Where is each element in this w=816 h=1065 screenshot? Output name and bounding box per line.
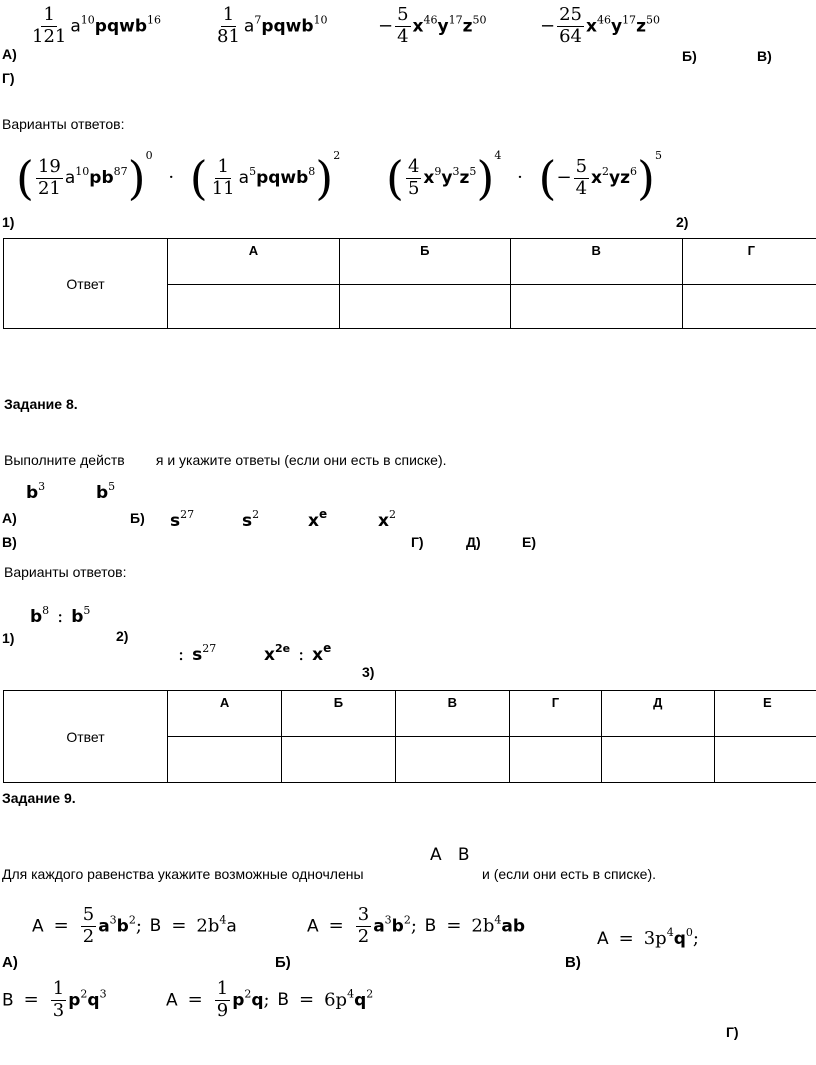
task8-variant-2-expr: : $s^{27}$ — [178, 642, 217, 665]
task8-label-a: А) — [2, 510, 17, 526]
task8-opt-s2: $s^2$ — [242, 508, 260, 531]
variant-2-expr: ( $\frac{4}{5}$ $x^9y^3z^5)^4$ · (− $\frac{5}{4}$ $x^2yz^6)^5$ — [386, 149, 662, 205]
answer8-header-b: Б — [282, 691, 396, 737]
option-b-expr: $\frac{1}{81}$ $a^7pqwb^{10}$ — [217, 4, 328, 47]
answer-header-d: Г — [682, 239, 816, 285]
task8-opt-x2: $x^2$ — [378, 508, 396, 531]
answer-cell-c[interactable] — [510, 285, 682, 329]
task9-eq-b: A = $\frac{3}{2}$ $a^3b^2$; $B = 2b^4ab$ — [307, 904, 526, 947]
answer-cell-d[interactable] — [682, 285, 816, 329]
task8-label-c: В) — [2, 534, 17, 550]
answer8-cell-c[interactable] — [395, 737, 509, 783]
variant-label-2: 2) — [676, 214, 689, 230]
variant-1-expr: ( $\frac{19}{21}$ $a^{10}pb^{87})^0$ · ( $\frac{1}{11}$ $a^5pqwb^8)^2$ — [16, 149, 341, 205]
answer8-cell-f[interactable] — [714, 737, 816, 783]
answer-header-c: В — [510, 239, 682, 285]
label-c: В) — [757, 48, 772, 64]
task-9-instruction-ab: А В — [430, 845, 470, 865]
variants-title-8: Варианты ответов: — [4, 564, 127, 580]
answer8-header-d: Г — [509, 691, 601, 737]
task8-variant-label-2: 2) — [116, 628, 129, 644]
task9-eq-c-right: B = $\frac{1}{3}$ $p^2q^3$ — [2, 978, 107, 1021]
answer-row-label-8: Ответ — [4, 691, 168, 783]
task-8-instruction: Выполните действ я и укажите ответы (если они есть в списке). — [4, 452, 447, 468]
answer8-header-e: Д — [601, 691, 714, 737]
task8-label-e: Д) — [466, 534, 481, 550]
task9-eq-c-left: $A = 3p^4q^0$; — [597, 926, 699, 949]
answer8-cell-e[interactable] — [601, 737, 714, 783]
task9-label-a: А) — [2, 954, 18, 971]
task-8-title: Задание 8. — [4, 396, 78, 412]
task9-label-d: Г) — [726, 1024, 739, 1040]
answer8-header-c: В — [395, 691, 509, 737]
task8-opt-b5: $b^5$ — [96, 480, 116, 503]
task8-label-f: Е) — [522, 534, 536, 550]
task-9-title: Задание 9. — [2, 790, 76, 806]
answer8-cell-b[interactable] — [282, 737, 396, 783]
answer-header-a: А — [168, 239, 340, 285]
task8-variant-3-expr: $x^{2e}$ : $x^e$ — [264, 641, 332, 665]
task8-opt-b3: $b^3$ — [26, 480, 46, 503]
label-d: Г) — [2, 70, 15, 86]
answer-table-8 — [3, 690, 816, 783]
task9-label-c: В) — [565, 954, 581, 971]
answer8-header-f: Е — [714, 691, 816, 737]
option-c-expr: − $\frac{5}{4}$ $x^{46}y^{17}z^{50}$ — [378, 4, 487, 47]
task9-eq-a: A = $\frac{5}{2}$ $a^3b^2$; $B = 2b^4a$ — [32, 904, 237, 947]
answer8-cell-a[interactable] — [168, 737, 282, 783]
task8-label-b: Б) — [130, 510, 145, 526]
variants-title-7: Варианты ответов: — [2, 116, 125, 132]
task-9-instruction-pre: Для каждого равенства укажите возможные одночлены — [2, 866, 364, 882]
answer-cell-a[interactable] — [168, 285, 340, 329]
task9-eq-d: A = $\frac{1}{9}$ $p^2q$; $B = 6p^4q^2$ — [166, 978, 374, 1021]
label-a: А) — [2, 46, 17, 62]
task8-variant-1-expr: $b^8$ : $b^5$ — [30, 604, 91, 627]
answer8-header-a: А — [168, 691, 282, 737]
task8-variant-label-3: 3) — [362, 664, 375, 680]
answer-table-7 — [3, 238, 816, 329]
option-a-expr: $\frac{1}{121}$ $a^{10}pqwb^{16}$ — [32, 4, 161, 47]
task8-variant-label-1: 1) — [2, 630, 15, 646]
label-b: Б) — [682, 48, 697, 64]
variant-label-1: 1) — [2, 214, 15, 230]
task9-label-b: Б) — [275, 954, 291, 971]
answer-header-b: Б — [339, 239, 510, 285]
option-d-expr: − $\frac{25}{64}$ $x^{46}y^{17}z^{50}$ — [540, 4, 660, 47]
answer-row-label: Ответ — [4, 239, 168, 329]
task8-label-d: Г) — [411, 534, 424, 550]
task-9-instruction-post: и (если они есть в списке). — [482, 866, 656, 882]
task8-opt-xe: $x^e$ — [308, 507, 328, 531]
task8-opt-s27: $s^{27}$ — [170, 508, 195, 531]
answer-cell-b[interactable] — [339, 285, 510, 329]
answer8-cell-d[interactable] — [509, 737, 601, 783]
